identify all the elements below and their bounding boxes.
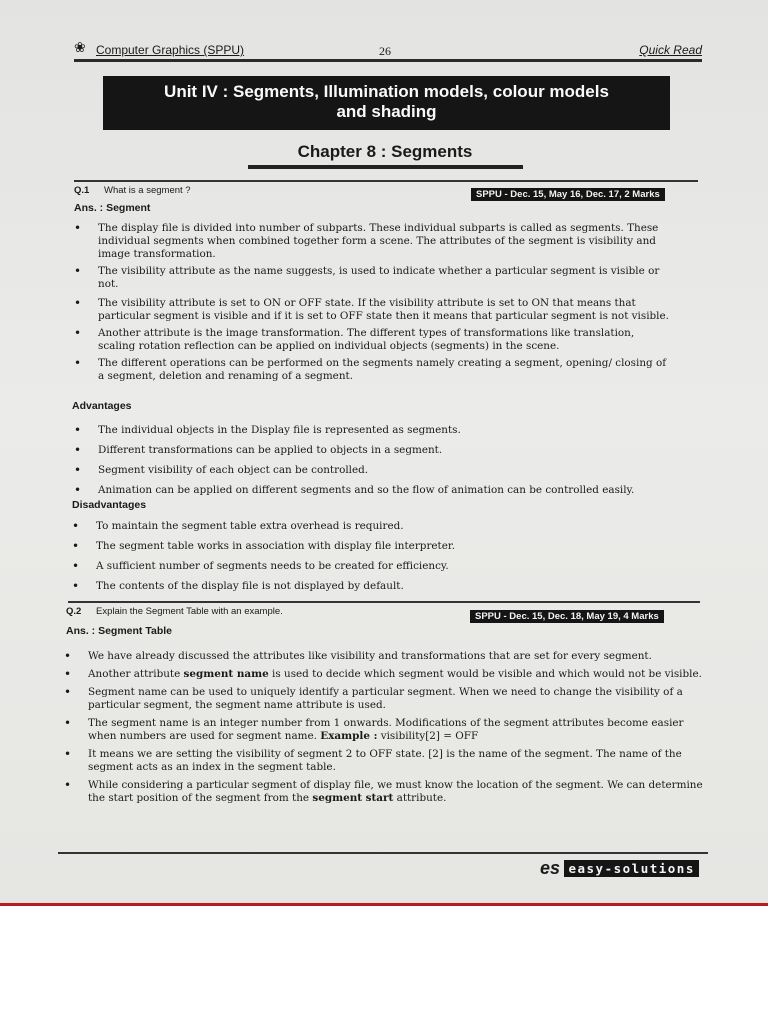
list-item: • Animation can be applied on different segments and so the flow of animation can be controlled easily. [74, 484, 674, 497]
list-item: • To maintain the segment table extra overhead is required. [72, 520, 672, 533]
footer-rule [58, 852, 708, 854]
unit-title-line1: Unit IV : Segments, Illumination models, colour models [164, 82, 609, 101]
segment-bullet-list [74, 222, 674, 383]
publisher-brand: easy-solutions [564, 860, 698, 877]
list-item: • The individual objects in the Display file is represented as segments. [74, 424, 674, 437]
list-item: • Another attribute is the image transformation. The different types of transformations like translation, scaling rotation reflection can be applied on individual objects (segments) in the scene. [74, 327, 674, 353]
advantages-list [74, 424, 674, 497]
list-item: • The segment table works in association with display file interpreter. [72, 540, 672, 553]
exam-tag: SPPU - Dec. 15, May 16, Dec. 17, 2 Marks [471, 188, 665, 201]
list-item: • Another attribute segment name is used to decide which segment would be visible and which would not be visible. [64, 668, 704, 681]
publisher-logo: es easy-solutions [540, 858, 699, 878]
header-rule [74, 59, 702, 62]
list-item: • It means we are setting the visibility of segment 2 to OFF state. [2] is the name of the segment. The name of the segment acts as an index in the segment table. [64, 748, 704, 774]
list-item: • Segment visibility of each object can be controlled. [74, 464, 674, 477]
running-header [74, 40, 702, 60]
question-text: Explain the Segment Table with an example. [96, 606, 283, 617]
chapter-title: Chapter 8 : Segments [297, 142, 473, 161]
list-item: • The contents of the display file is not displayed by default. [72, 580, 672, 593]
list-item: • We have already discussed the attributes like visibility and transformations that are set for every segment. [64, 650, 704, 663]
question-2 [66, 606, 283, 617]
question-1 [74, 185, 191, 196]
question-rule [74, 180, 698, 182]
list-item: • The different operations can be performed on the segments namely creating a segment, opening/ closing of a segment, deletion and renaming of a segment. [74, 357, 674, 383]
list-item: • The visibility attribute as the name suggests, is used to indicate whether a particular segment is visible or not. [74, 265, 674, 291]
list-item: • A sufficient number of segments needs to be created for efficiency. [72, 560, 672, 573]
answer-heading: Ans. : Segment [74, 202, 151, 214]
list-item: • While considering a particular segment of display file, we must know the location of the segment. We can determine the start position of the segment from the segment start attribute. [64, 779, 704, 805]
list-item: • The display file is divided into number of subparts. These individual subparts is called as segments. These individual segments when combined together form a scene. The attributes of the segment is visibility and image transformation. [74, 222, 674, 261]
advantages-heading: Advantages [72, 400, 132, 412]
question-rule [68, 601, 700, 603]
question-number: Q.2 [66, 606, 82, 617]
exam-tag: SPPU - Dec. 15, Dec. 18, May 19, 4 Marks [470, 610, 664, 623]
question-number: Q.1 [74, 185, 90, 196]
page-number: 26 [379, 44, 391, 58]
disadvantages-heading: Disadvantages [72, 499, 147, 511]
segment-table-list [64, 650, 704, 805]
unit-title-box [103, 76, 670, 130]
list-item: • The segment name is an integer number from 1 onwards. Modifications of the segment attributes become easier when numbers are used for segment name. Example : visibility[2] = OFF [64, 717, 704, 743]
flower-logo-icon: ❀ [74, 40, 86, 56]
chapter-underline [248, 165, 523, 169]
list-item: • Segment name can be used to uniquely identify a particular segment. When we need to change the visibility of a particular segment, the segment name attribute is used. [64, 686, 704, 712]
list-item: • The visibility attribute is set to ON or OFF state. If the visibility attribute is set to ON that means that particular segment is visible and if it is set to OFF state then it means that particular segment is not visible. [74, 297, 674, 323]
answer-heading: Ans. : Segment Table [66, 625, 172, 637]
list-item: • Different transformations can be applied to objects in a segment. [74, 444, 674, 457]
unit-title-line2: and shading [336, 102, 437, 121]
book-title: Computer Graphics (SPPU) [96, 43, 245, 57]
page-edge-band [0, 903, 768, 906]
series-name: Quick Read [639, 43, 702, 57]
disadvantages-list [72, 520, 672, 593]
question-text: What is a segment ? [104, 185, 191, 196]
